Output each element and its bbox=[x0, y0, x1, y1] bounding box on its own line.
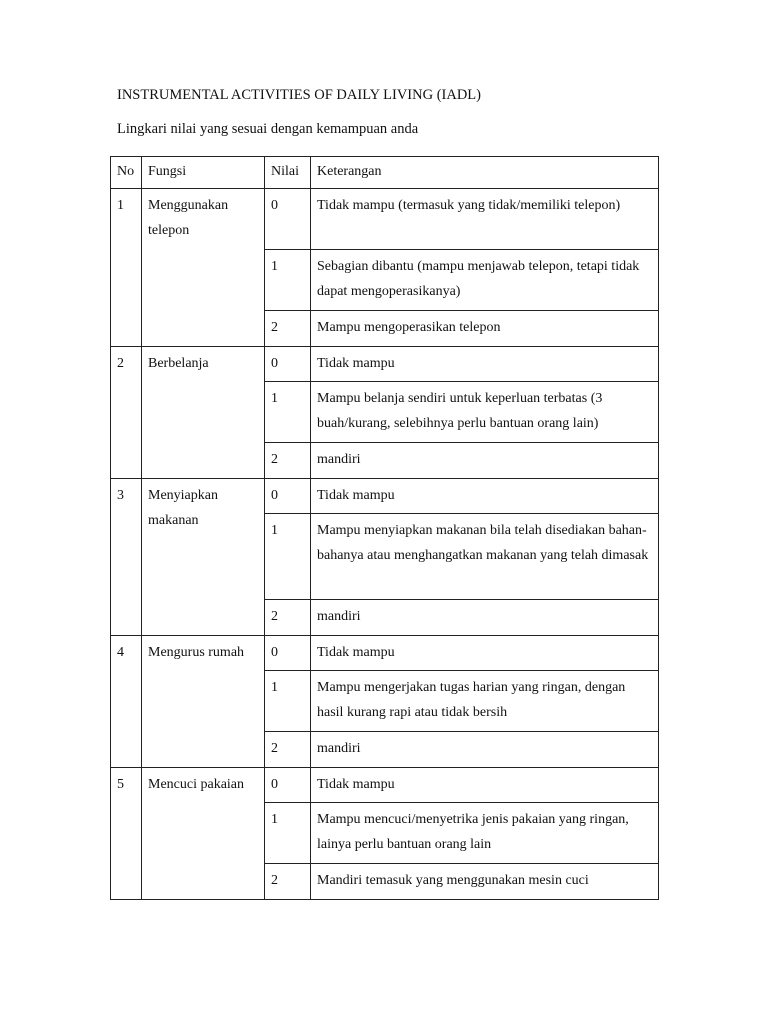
option-keterangan: Mampu mencuci/menyetrika jenis pakaian yang ringan, lainya perlu bantuan orang lain bbox=[311, 803, 659, 864]
header-no: No bbox=[111, 157, 142, 189]
header-keterangan: Keterangan bbox=[311, 157, 659, 189]
instruction-text: Lingkari nilai yang sesuai dengan kemampuan anda bbox=[117, 121, 419, 137]
row-no: 4 bbox=[111, 636, 142, 768]
row-no: 1 bbox=[111, 189, 142, 347]
option-keterangan: mandiri bbox=[311, 600, 659, 636]
option-nilai[interactable]: 2 bbox=[265, 600, 311, 636]
table-row bbox=[111, 636, 659, 671]
option-nilai[interactable]: 1 bbox=[265, 671, 311, 732]
row-no: 2 bbox=[111, 347, 142, 479]
option-nilai[interactable]: 1 bbox=[265, 250, 311, 311]
row-no: 3 bbox=[111, 479, 142, 636]
option-keterangan: Mampu menyiapkan makanan bila telah disediakan bahan-bahanya atau menghangatkan makanan yang telah dimasak bbox=[311, 514, 659, 600]
option-keterangan: Mandiri temasuk yang menggunakan mesin cuci bbox=[311, 864, 659, 900]
option-keterangan: Tidak mampu bbox=[311, 768, 659, 803]
header-fungsi: Fungsi bbox=[142, 157, 265, 189]
option-nilai[interactable]: 1 bbox=[265, 803, 311, 864]
option-nilai[interactable]: 2 bbox=[265, 864, 311, 900]
option-nilai[interactable]: 2 bbox=[265, 311, 311, 347]
option-keterangan: mandiri bbox=[311, 443, 659, 479]
option-nilai[interactable]: 2 bbox=[265, 732, 311, 768]
option-nilai[interactable]: 0 bbox=[265, 479, 311, 514]
option-keterangan: Mampu belanja sendiri untuk keperluan terbatas (3 buah/kurang, selebihnya perlu bantuan orang lain) bbox=[311, 382, 659, 443]
option-keterangan: Mampu mengerjakan tugas harian yang ringan, dengan hasil kurang rapi atau tidak bersih bbox=[311, 671, 659, 732]
option-nilai[interactable]: 0 bbox=[265, 636, 311, 671]
option-keterangan: Sebagian dibantu (mampu menjawab telepon, tetapi tidak dapat mengoperasikanya) bbox=[311, 250, 659, 311]
option-keterangan: Tidak mampu (termasuk yang tidak/memiliki telepon) bbox=[311, 189, 659, 250]
option-keterangan: mandiri bbox=[311, 732, 659, 768]
header-nilai: Nilai bbox=[265, 157, 311, 189]
row-fungsi: Berbelanja bbox=[142, 347, 265, 479]
row-fungsi: Menyiapkan makanan bbox=[142, 479, 265, 636]
option-nilai[interactable]: 2 bbox=[265, 443, 311, 479]
table-row bbox=[111, 768, 659, 803]
option-keterangan: Tidak mampu bbox=[311, 636, 659, 671]
option-nilai[interactable]: 0 bbox=[265, 347, 311, 382]
row-no: 5 bbox=[111, 768, 142, 900]
table-row bbox=[111, 347, 659, 382]
option-nilai[interactable]: 0 bbox=[265, 189, 311, 250]
option-nilai[interactable]: 0 bbox=[265, 768, 311, 803]
table-row bbox=[111, 479, 659, 514]
option-nilai[interactable]: 1 bbox=[265, 514, 311, 600]
option-keterangan: Mampu mengoperasikan telepon bbox=[311, 311, 659, 347]
row-fungsi: Mengurus rumah bbox=[142, 636, 265, 768]
option-keterangan: Tidak mampu bbox=[311, 347, 659, 382]
row-fungsi: Mencuci pakaian bbox=[142, 768, 265, 900]
iadl-table bbox=[110, 156, 659, 900]
row-fungsi: Menggunakan telepon bbox=[142, 189, 265, 347]
table-row bbox=[111, 189, 659, 250]
table-header-row bbox=[111, 157, 659, 189]
option-keterangan: Tidak mampu bbox=[311, 479, 659, 514]
document-title: INSTRUMENTAL ACTIVITIES OF DAILY LIVING (IADL) bbox=[117, 87, 481, 103]
option-nilai[interactable]: 1 bbox=[265, 382, 311, 443]
